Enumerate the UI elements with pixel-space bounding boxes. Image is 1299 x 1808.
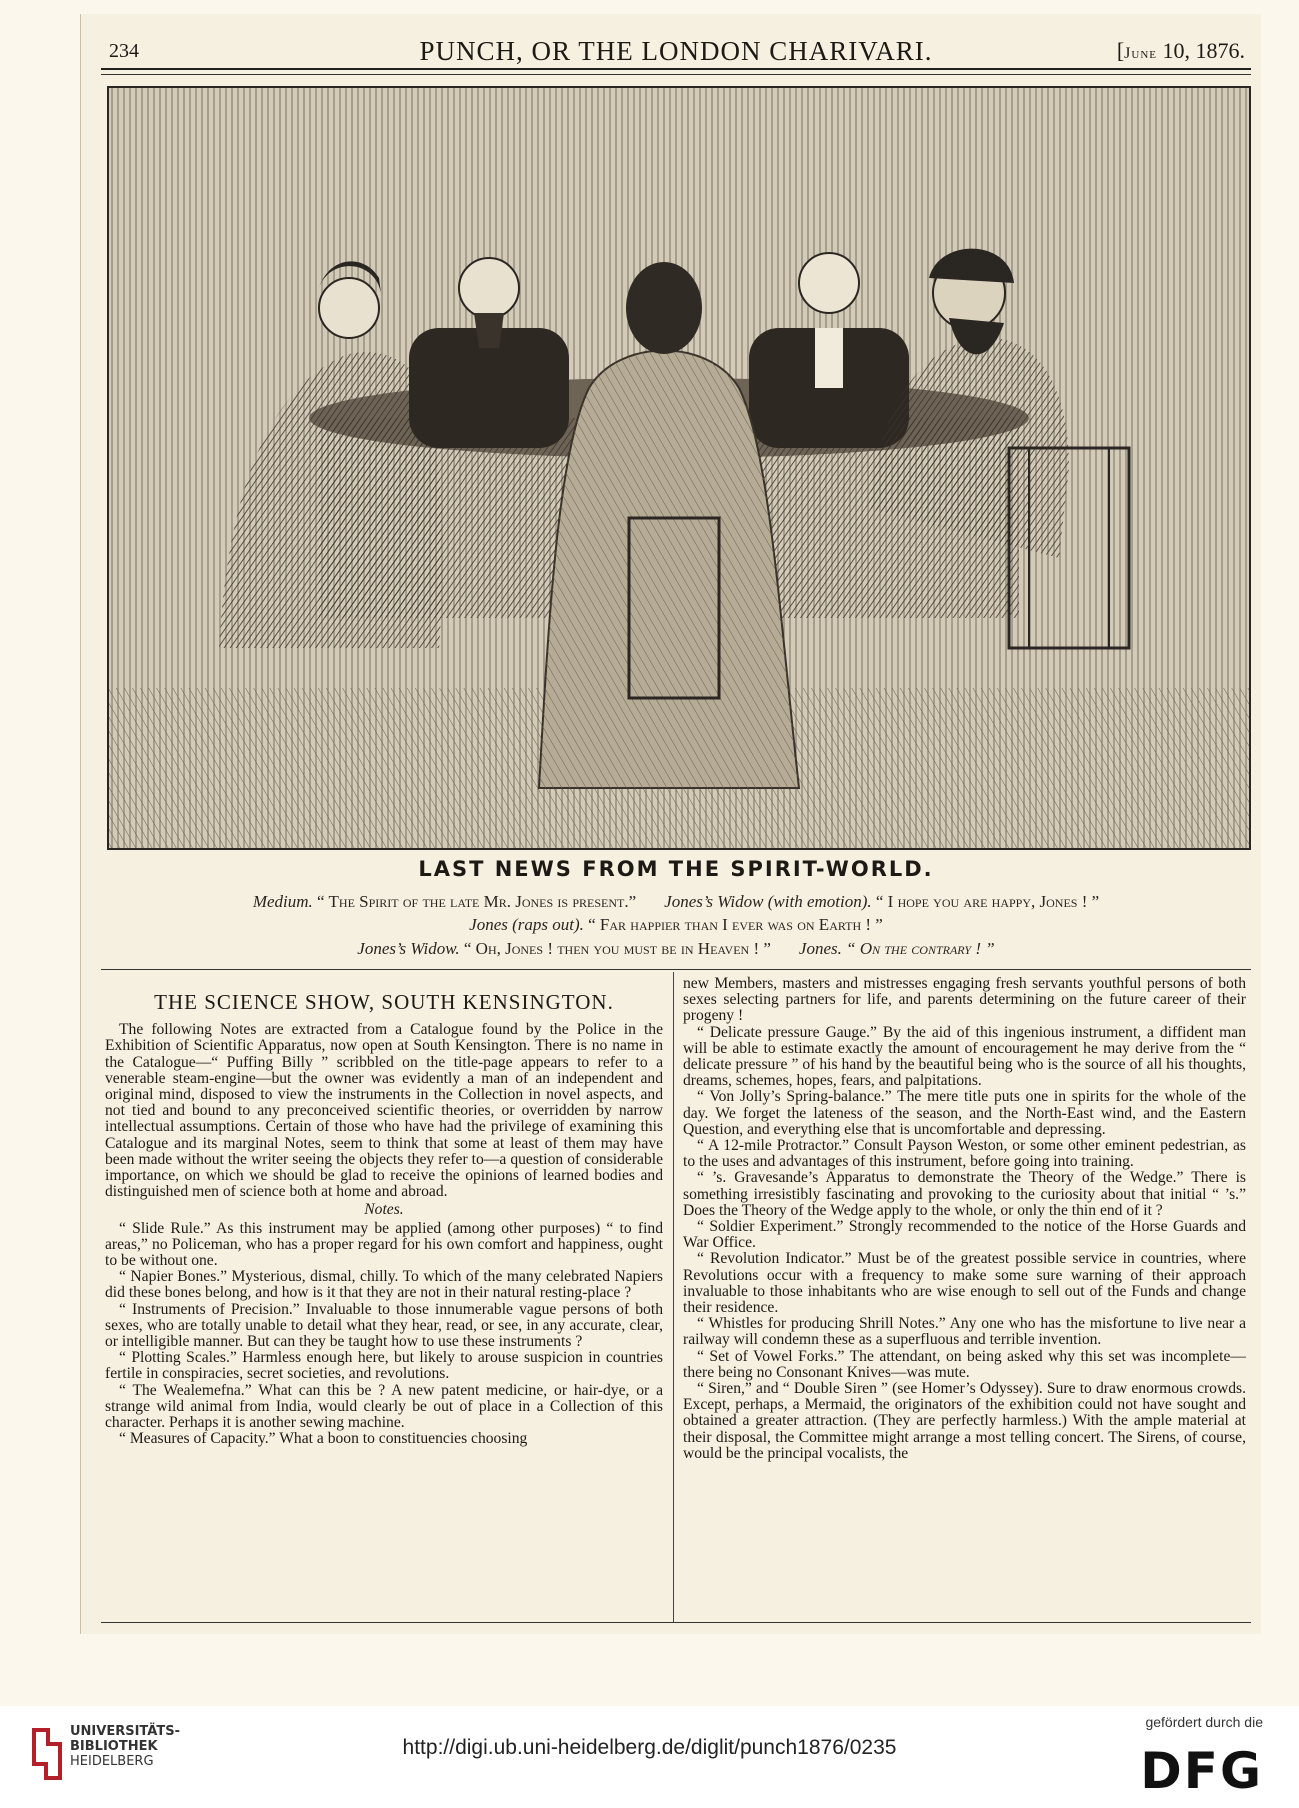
engraving-illustration-icon [107, 86, 1251, 850]
intro-paragraph: The following Notes are extracted from a Catalogue found by the Police in the Exhibition of Scientific Apparatus, now open at South Kensington. There is no name in the Catalogue—“ Puffing Billy ” scribbled on the title-page appears to refer to a venerable steam-engine—but the owner was evidently a man of an independent and original mind, disposed to view the instruments in the Collection in novel aspects, and not tied and bound to any preconceived scientific theories, or overridden by narrow intellectual assumptions. Certain of those who have had the privilege of examining this Catalogue and its marginal Notes, seem to think that some at least of them may have been made without the writer seeing the objects they refer to—a question of considerable importance, on which we should be glad to receive the opinions of learned bodies and distinguished men of science both at home and abroad. [105, 1021, 663, 1201]
column-divider [673, 972, 674, 1622]
notes-subheading: Notes. [364, 1201, 404, 1219]
note-paragraph: “ Slide Rule.” As this instrument may be applied (among other purposes) “ to find areas,” no Policeman, who has a proper regard for his own comfort and happiness, ought to be without one. [105, 1219, 663, 1270]
note-paragraph: “ Napier Bones.” Mysterious, dismal, chilly. To which of the many celebrated Napiers did these bones belong, and how is it that they are not in their natural resting-place ? [105, 1268, 663, 1302]
note-paragraph: “ ’s. Gravesande’s Apparatus to demonstrate the Theory of the Wedge.” There is something irresistibly fascinating and provoking to the curiosity about that initial “ ’s.” Does the Theory of the Wedge apply to the whole, or only the thin end of it ? [683, 1169, 1246, 1219]
note-paragraph: “ Measures of Capacity.” What a boon to constituencies choosing [119, 1430, 528, 1448]
note-paragraph: “ Von Jolly’s Spring-balance.” The mere title puts one in spirits for the whole of the day. We forget the lateness of the season, and the North-East wind, and the Eastern Question, and everything else that is uncomfortable and depressing. [683, 1088, 1246, 1138]
note-paragraph: “ Plotting Scales.” Harmless enough here, but likely to arouse suspicion in countries fertile in conspiracies, secret societies, and revolutions. [105, 1349, 663, 1383]
caption-line-3: Jones’s Widow. “ Oh, Jones ! then you must be in Heaven ! ” Jones. “ On the contrary ! ” [357, 939, 995, 958]
caption-line-1: Medium. “ The Spirit of the late Mr. Jones is present.” Jones’s Widow (with emotion). “ I hope you are happy, Jones ! ” [252, 892, 1100, 911]
right-column [683, 976, 1246, 1462]
header-rule [101, 74, 1251, 75]
issue-date: [June 10, 1876. [1116, 38, 1245, 63]
note-paragraph: “ Set of Vowel Forks.” The attendant, on being asked why this set was incomplete—there being no Consonant Knives—was mute. [683, 1347, 1246, 1381]
note-paragraph: “ Siren,” and “ Double Siren ” (see Homer’s Odyssey). Sure to draw enormous crowds. Except, perhaps, a Mermaid, the originators of the exhibition could not have sought and obtained a greater attraction. (They are perfectly harmless.) With the ample material at their disposal, the Committee might arrange a most telling concert. The Sirens, of course, would be the principal vocalists, the [683, 1380, 1246, 1462]
note-paragraph: “ Delicate pressure Gauge.” By the aid of this ingenious instrument, a diffident man will be able to estimate exactly the amount of encouragement he may derive from the “ delicate pressure ” of his hand by the beautiful being who is the source of all his thoughts, dreams, schemes, hopes, fears, and palpitations. [683, 1023, 1246, 1090]
caption-line-2: Jones (raps out). “ Far happier than I ever was on Earth ! ” [469, 915, 883, 934]
note-paragraph: “ The Wealemefna.” What can this be ? A new patent medicine, or hair-dye, or a strange wild animal from India, would clearly be out of place in a Collection of this character. Perhaps it is another sewing machine. [105, 1381, 663, 1432]
library-name: UNIVERSITÄTS- BIBLIOTHEK HEIDELBERG [70, 1724, 180, 1769]
digitization-footer [0, 1706, 1299, 1808]
note-paragraph: “ Whistles for producing Shrill Notes.” Any one who has the misfortune to live near a railway will condemn these as a superfluous and terrible invention. [683, 1315, 1246, 1349]
periodical-title: PUNCH, OR THE LONDON CHARIVARI. [419, 36, 933, 66]
note-paragraph: “ A 12-mile Protractor.” Consult Payson Weston, or some other eminent pedestrian, as to the uses and advantages of this instrument, before going into training. [683, 1137, 1246, 1171]
page-number: 234 [109, 40, 139, 62]
note-paragraph: “ Soldier Experiment.” Strongly recommended to the notice of the Horse Guards and War Office. [683, 1218, 1246, 1252]
left-column [105, 976, 663, 1447]
article-heading: THE SCIENCE SHOW, SOUTH KENSINGTON. [154, 990, 614, 1014]
dfg-logo: DFG [1140, 1742, 1263, 1800]
cartoon-title: LAST NEWS FROM THE SPIRIT-WORLD. [418, 857, 934, 881]
continued-paragraph: new Members, masters and mistresses engaging fresh servants youthful persons of both sexes selecting partners for life, and parents determining on the future career of their progeny ! [683, 975, 1246, 1025]
page-header [101, 28, 1251, 70]
scanned-page [80, 14, 1261, 1634]
section-rule [101, 969, 1251, 970]
note-paragraph: “ Instruments of Precision.” Invaluable to those innumerable vague persons of both sexes, who are totally unable to detail what they hear, read, or see, in any accurate, clear, or intelligible manner. But can they be taught how to use these instruments ? [105, 1300, 663, 1351]
note-paragraph: “ Revolution Indicator.” Must be of the greatest possible service in countries, where Revolutions occur with a frequency to make some sure warning of their approach invaluable to those inhabitants who are wise enough to sell out of the Funds and change their residence. [683, 1250, 1246, 1317]
source-url[interactable]: http://digi.ub.uni-heidelberg.de/diglit/punch1876/0235 [402, 1736, 897, 1759]
bottom-rule [101, 1622, 1251, 1623]
funding-note: gefördert durch die [1145, 1714, 1263, 1730]
